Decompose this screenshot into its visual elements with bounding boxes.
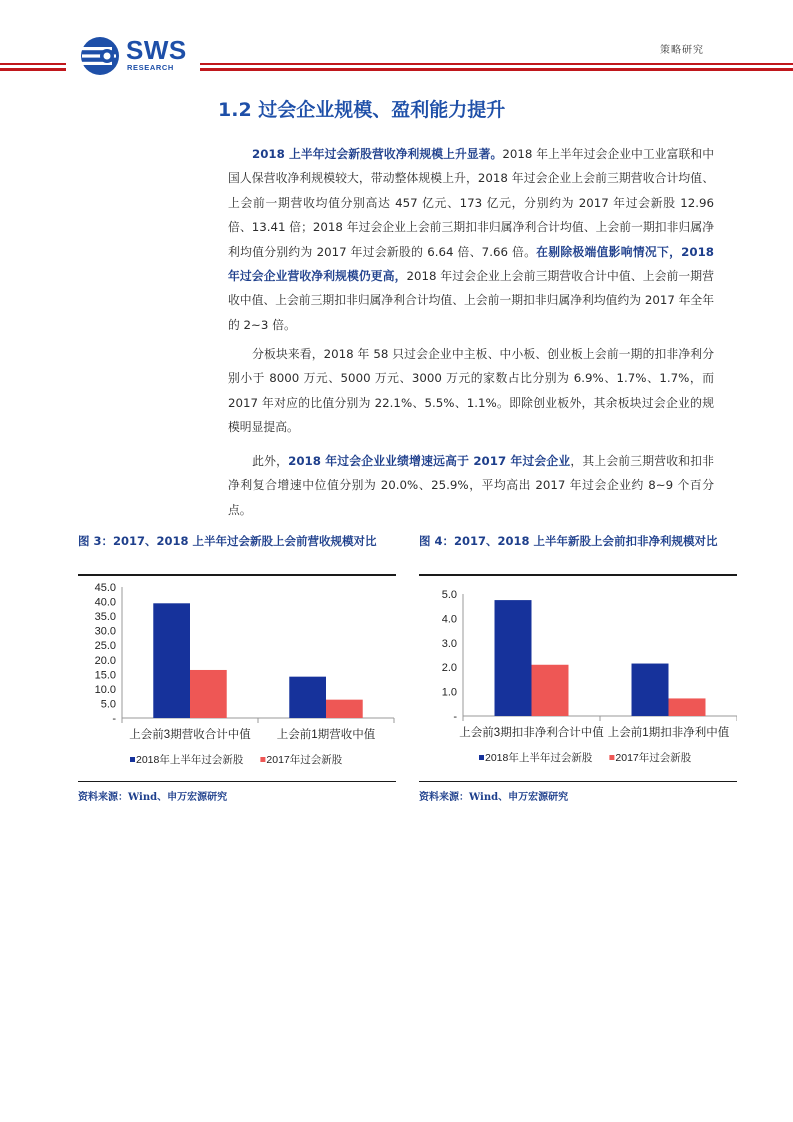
bar-2018-1: [153, 603, 190, 718]
paragraph-1: [228, 142, 714, 337]
figure-4-source: 资料来源：Wind、申万宏源研究: [419, 792, 569, 803]
legend-label: 2018年上半年过会新股: [136, 754, 244, 766]
header-rule-right: [200, 63, 793, 65]
figure-4-chart: [419, 578, 737, 780]
report-category: 策略研究: [660, 45, 704, 56]
section-title: 1.2 过会企业规模、盈利能力提升: [218, 99, 506, 121]
paragraph-2: [228, 342, 714, 440]
y-tick-label: 3.0: [441, 637, 457, 650]
sws-logo-icon: [80, 36, 120, 76]
figure-3-chart: [78, 578, 396, 780]
legend-swatch: [260, 757, 265, 762]
bar-2017-2: [669, 698, 706, 716]
y-tick-label: 25.0: [94, 640, 116, 653]
legend-label: 2017年过会新股: [266, 754, 343, 766]
y-tick-label: 20.0: [94, 654, 116, 667]
paragraph-3-highlight: 2018 年过会企业业绩增速远高于 2017 年过会企业: [288, 454, 571, 468]
paragraph-1-text: 2018 年上半年过会企业中工业富联和中国人保营收净利规模较大，带动整体规模上升，2018 年过会企业上会前三期营收合计均值、上会前一期营收均值分别高达 457 亿元、173 亿元，分别约为 2017 年过会新股 12.96 倍、13.41 倍；2018 年过会企业上会前三期扣非归属净利合计均值、上会前一期扣非归属净利均值分别约为 2017 年过会新股的 6.64 倍、7.66 倍。: [228, 147, 714, 259]
x-category-label: 上会前3期扣非净利合计中值: [459, 727, 604, 739]
y-tick-label: 45.0: [94, 582, 116, 594]
paragraph-1-highlight: 在剔除极端值影响情况下，2018 年过会企业营收净利规模仍更高，: [228, 244, 714, 284]
y-tick-label: 40.0: [94, 596, 116, 609]
header-rule-left-lower: [0, 68, 66, 71]
y-tick-label: 10.0: [94, 683, 116, 696]
y-tick-label: 5.0: [441, 589, 457, 601]
legend-label: 2017年过会新股: [615, 752, 692, 764]
figure-4-caption-rule: [419, 574, 737, 576]
bar-2018-1: [495, 600, 532, 716]
figure-3-source: 资料来源：Wind、申万宏源研究: [78, 792, 228, 803]
paragraph-3: [228, 449, 714, 522]
x-category-label: 上会前1期营收中值: [276, 729, 376, 741]
x-category-label: 上会前1期扣非净利中值: [607, 727, 730, 739]
bar-2017-1: [190, 670, 227, 718]
figure-3-caption: 图 3：2017、2018 上半年过会新股上会前营收规模对比: [78, 534, 377, 548]
paragraph-2-text: 分板块来看，2018 年 58 只过会企业中主板、中小板、创业板上会前一期的扣非净利分别小于 8000 万元、5000 万元、3000 万元的家数占比分别为 6.9%、1.7%、1.7%，而 2017 年对应的比值分别为 22.1%、5.5%、1.1%。即除创业板外，其余板块过会企业的规模明显提高。: [228, 347, 714, 435]
legend-label: 2018年上半年过会新股: [485, 752, 593, 764]
y-tick-label: 30.0: [94, 625, 116, 638]
paragraph-3-text: ，其上会前三期营收和扣非净利复合增速中位值分别为 20.0%、25.9%，平均高出 2017 年过会企业约 8~9 个百分点。: [228, 454, 714, 517]
header-rule-left: [0, 63, 66, 65]
paragraph-1-lead: 2018 上半年过会新股营收净利规模上升显著。: [252, 147, 503, 161]
figure-3-caption-rule: [78, 574, 396, 576]
legend-swatch: [479, 755, 484, 760]
figure-4-caption: 图 4：2017、2018 上半年新股上会前扣非净利规模对比: [419, 534, 718, 548]
paragraph-3-pre: 此外，: [252, 454, 289, 468]
logo-subtext: RESEARCH: [127, 63, 174, 72]
bar-2018-2: [289, 677, 326, 718]
logo-text: SWS: [126, 35, 187, 65]
y-tick-label: -: [112, 713, 116, 725]
legend-swatch: [609, 755, 614, 760]
header-rule-right-lower: [200, 68, 793, 71]
x-category-label: 上会前3期营收合计中值: [129, 729, 251, 741]
y-tick-label: 2.0: [441, 662, 457, 675]
y-tick-label: -: [453, 711, 457, 723]
y-tick-label: 35.0: [94, 611, 116, 624]
figure-3-bottom-rule: [78, 781, 396, 782]
paragraph-1-text-2: 2018 年过会企业上会前三期营收合计中值、上会前一期营收中值、上会前三期扣非归属净利合计均值、上会前一期扣非归属净利均值约为 2017 年全年的 2~3 倍。: [228, 269, 714, 332]
y-tick-label: 4.0: [441, 613, 457, 626]
bar-2017-2: [326, 700, 363, 718]
legend-swatch: [130, 757, 135, 762]
y-tick-label: 15.0: [94, 669, 116, 682]
y-tick-label: 1.0: [441, 686, 457, 699]
bar-2018-2: [632, 664, 669, 716]
bar-2017-1: [532, 665, 569, 716]
y-tick-label: 5.0: [100, 698, 116, 711]
figure-4-bottom-rule: [419, 781, 737, 782]
